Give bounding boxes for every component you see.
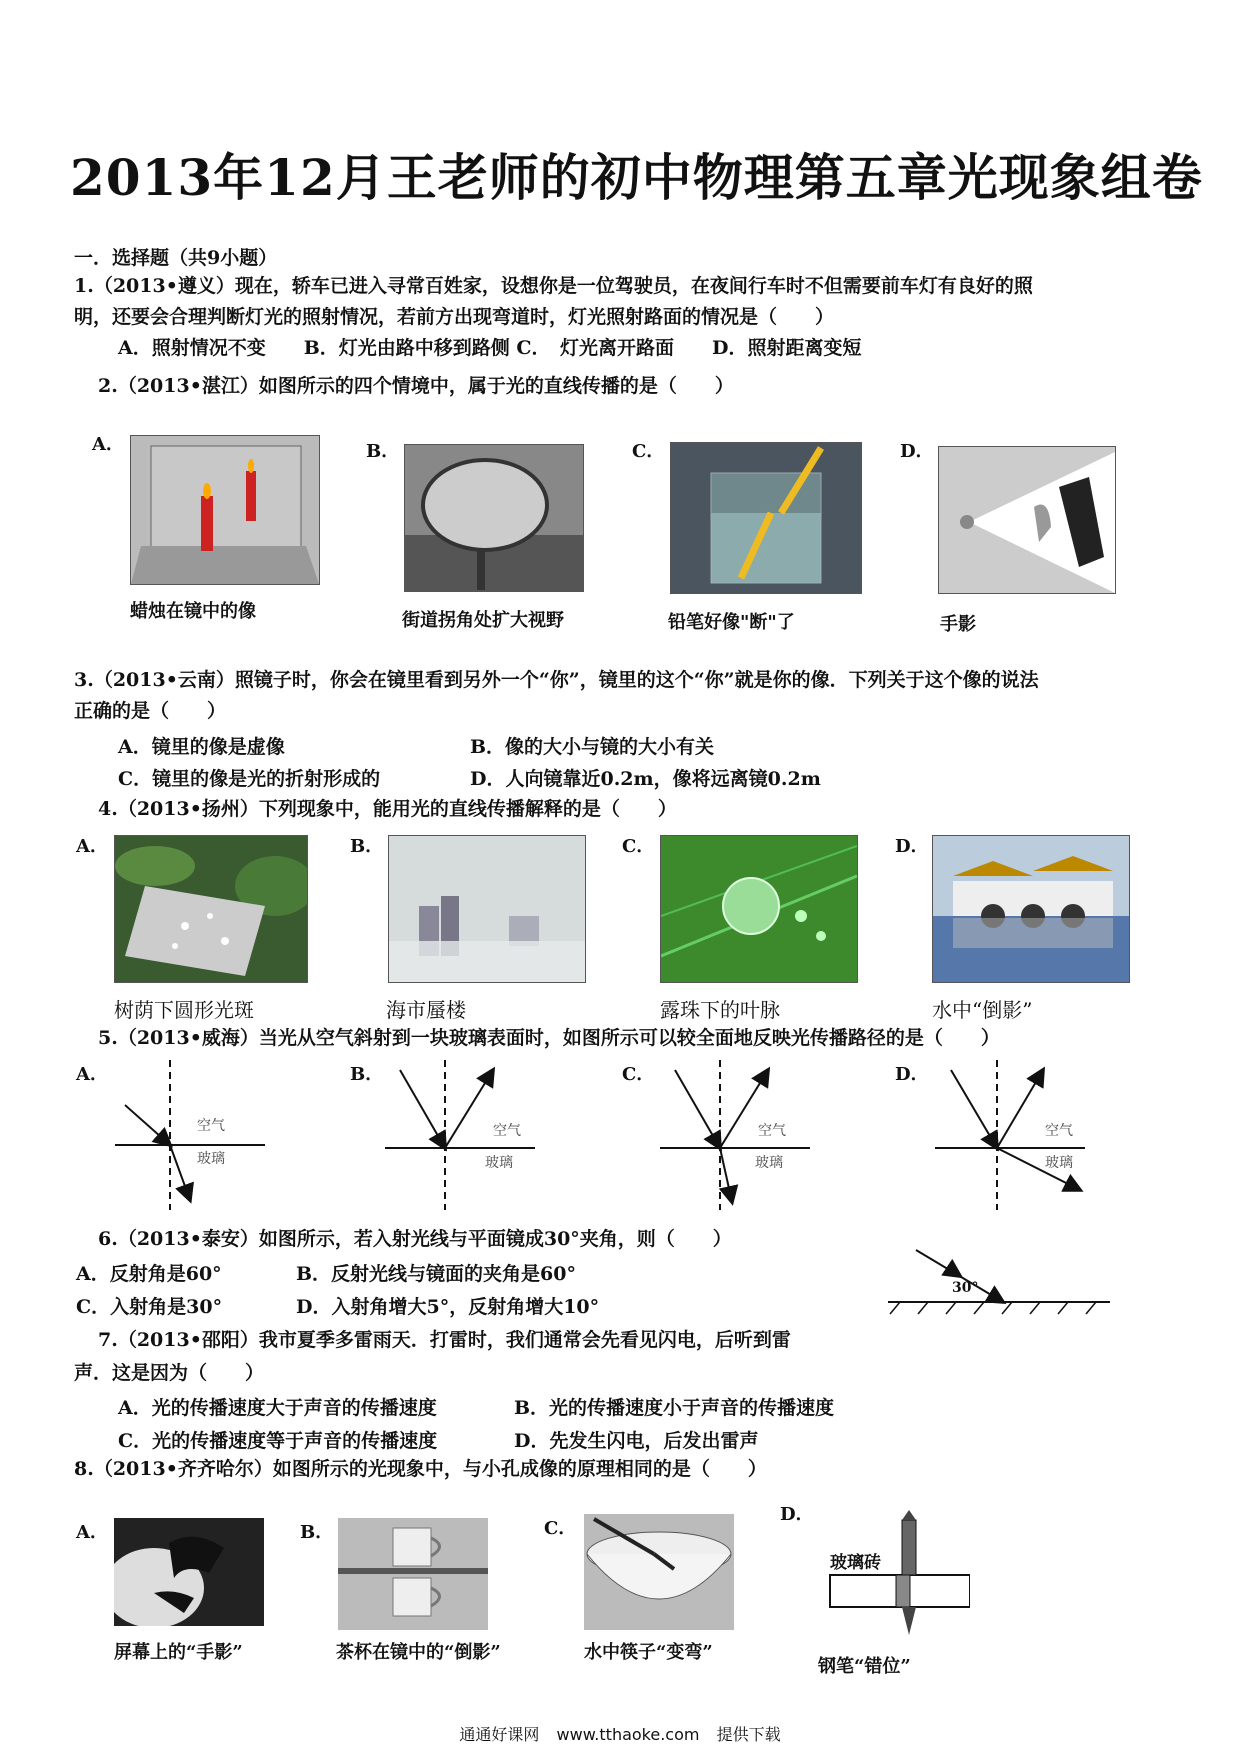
q3-text-line1: 3.（2013•云南）照镜子时，你会在镜里看到另外一个“你”，镜里的这个“你”就是你的像．下列关于这个像的说法 [74, 669, 1039, 691]
dewdrop-leaf-image [660, 835, 858, 983]
q2-caption-c: 铅笔好像"断"了 [668, 612, 795, 633]
q8-caption-a: 屏幕上的“手影” [114, 1642, 243, 1663]
q5-letter-b: B． [350, 1064, 384, 1085]
q5-letter-c: C． [622, 1064, 655, 1085]
hand-shadow-image [938, 446, 1116, 594]
q3-option-b: B．像的大小与镜的大小有关 [470, 736, 715, 758]
q8-letter-c: C． [544, 1518, 577, 1539]
q5-b-air-label: 空气 [493, 1123, 521, 1139]
footer-url-link[interactable]: www.tthaoke.com [556, 1725, 700, 1744]
chopstick-water-image [584, 1514, 734, 1630]
pen-glass-brick-diagram [820, 1510, 970, 1640]
q3-option-d: D．人向镜靠近0.2m，像将远离镜0.2m [470, 768, 821, 790]
q3-option-c: C．镜里的像是光的折射形成的 [118, 768, 381, 790]
q5-d-glass-label: 玻璃 [1045, 1155, 1073, 1171]
q6-option-c: C．入射角是30° [76, 1296, 223, 1318]
q5-b-glass-label: 玻璃 [485, 1155, 513, 1171]
q3-option-a: A．镜里的像是虚像 [118, 736, 285, 758]
q6-option-a: A．反射角是60° [76, 1263, 222, 1285]
q8-letter-d: D． [780, 1504, 814, 1525]
q1-text-line1: 1.（2013•遵义）现在，轿车已进入寻常百姓家，设想你是一位驾驶员，在夜间行车时不但需要前车灯有良好的照 [74, 275, 1033, 297]
q7-text-line1: 7.（2013•邵阳）我市夏季多雷雨天．打雷时，我们通常会先看见闪电，后听到雷 [98, 1329, 791, 1351]
q5-text: 5.（2013•威海）当光从空气斜射到一块玻璃表面时，如图所示可以较全面地反映光传播路径的是（ ） [98, 1027, 1000, 1049]
q2-text: 2.（2013•湛江）如图所示的四个情境中，属于光的直线传播的是（ ） [98, 375, 734, 397]
q7-option-a: A．光的传播速度大于声音的传播速度 [118, 1397, 437, 1419]
page-footer [0, 1722, 1240, 1745]
q4-letter-c: C． [622, 836, 655, 857]
q5-d-air-label: 空气 [1045, 1123, 1073, 1139]
water-reflection-image [932, 835, 1130, 983]
glass-brick-label: 玻璃砖 [830, 1553, 881, 1573]
q8-text: 8.（2013•齐齐哈尔）如图所示的光现象中，与小孔成像的原理相同的是（ ） [74, 1458, 767, 1480]
q4-letter-d: D． [895, 836, 929, 857]
q5-a-glass-label: 玻璃 [197, 1151, 225, 1167]
mirage-image [388, 835, 586, 983]
q6-option-d: D．入射角增大5°，反射角增大10° [296, 1296, 600, 1318]
q7-option-d: D．先发生闪电，后发出雷声 [514, 1430, 759, 1452]
page-title: 2013年12月王老师的初中物理第五章光现象组卷 [70, 148, 1203, 207]
footer-site-name: 通通好课网 [459, 1725, 540, 1744]
q6-mirror-diagram [888, 1240, 1113, 1320]
tree-shade-light-spots-image [114, 835, 308, 983]
q4-letter-a: A． [76, 836, 108, 857]
q6-option-b: B．反射光线与镜面的夹角是60° [296, 1263, 577, 1285]
q2-letter-c: C． [632, 441, 665, 462]
q8-caption-b: 茶杯在镜中的“倒影” [336, 1642, 501, 1663]
q8-letter-a: A． [76, 1522, 108, 1543]
q7-option-c: C．光的传播速度等于声音的传播速度 [118, 1430, 438, 1452]
q1-options: A．照射情况不变 B．灯光由路中移到路侧 C． 灯光离开路面 D．照射距离变短 [118, 337, 862, 359]
q5-c-glass-label: 玻璃 [755, 1155, 783, 1171]
candle-mirror-image [130, 435, 320, 585]
q4-caption-b: 海市蜃楼 [386, 998, 466, 1022]
q5-diagram-a [115, 1060, 265, 1210]
q5-c-air-label: 空气 [758, 1123, 786, 1139]
screen-hand-shadow-image [114, 1518, 264, 1626]
q5-letter-a: A． [76, 1064, 108, 1085]
q7-option-b: B．光的传播速度小于声音的传播速度 [514, 1397, 835, 1419]
q4-letter-b: B． [350, 836, 384, 857]
q2-caption-d: 手影 [940, 614, 976, 635]
pencil-in-water-image [670, 442, 862, 594]
q4-text: 4.（2013•扬州）下列现象中，能用光的直线传播解释的是（ ） [98, 798, 677, 820]
q7-text-line2: 声．这是因为（ ） [74, 1362, 265, 1384]
q8-caption-d: 钢笔“错位” [818, 1656, 911, 1677]
q5-diagram-d [935, 1060, 1085, 1210]
cup-mirror-reflection-image [338, 1518, 488, 1630]
q5-a-air-label: 空气 [197, 1118, 225, 1134]
q6-angle-label: 30° [952, 1280, 979, 1296]
convex-mirror-image [404, 444, 584, 592]
q2-caption-a: 蜡烛在镜中的像 [130, 601, 256, 622]
footer-note: 提供下载 [716, 1725, 781, 1744]
q6-text: 6.（2013•泰安）如图所示，若入射光线与平面镜成30°夹角，则（ ） [98, 1228, 732, 1250]
q3-text-line2: 正确的是（ ） [74, 700, 227, 722]
q4-caption-d: 水中“倒影” [932, 998, 1033, 1022]
q8-caption-c: 水中筷子“变弯” [584, 1642, 713, 1663]
q4-caption-a: 树荫下圆形光斑 [114, 998, 254, 1022]
q2-letter-b: B． [366, 441, 400, 462]
q2-caption-b: 街道拐角处扩大视野 [402, 610, 564, 631]
q2-letter-a: A． [92, 434, 124, 455]
q5-diagram-b [385, 1060, 535, 1210]
section-heading: 一．选择题（共9小题） [74, 247, 278, 269]
q4-caption-c: 露珠下的叶脉 [660, 998, 780, 1022]
q2-letter-d: D． [900, 441, 934, 462]
q5-letter-d: D． [895, 1064, 929, 1085]
q5-diagram-c [660, 1060, 810, 1210]
q1-text-line2: 明，还要会合理判断灯光的照射情况，若前方出现弯道时，灯光照射路面的情况是（ ） [74, 306, 835, 328]
q8-letter-b: B． [300, 1522, 334, 1543]
